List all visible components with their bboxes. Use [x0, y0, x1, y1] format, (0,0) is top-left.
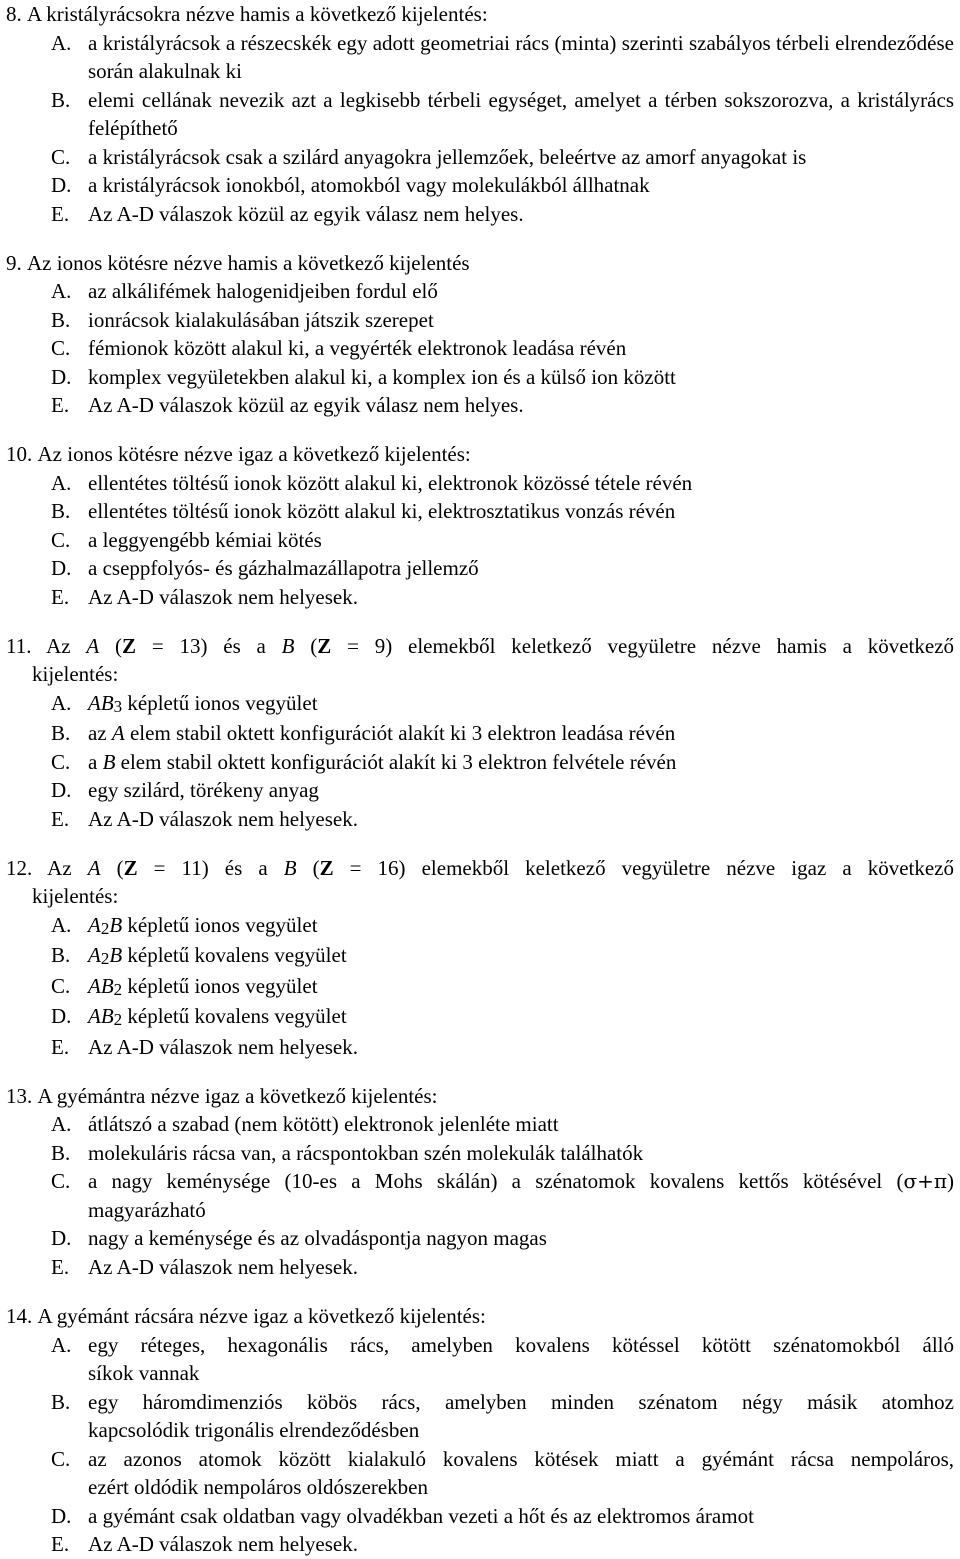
option-line-cont: síkok vannak — [88, 1361, 200, 1386]
formula-subscript: 2 — [113, 979, 123, 999]
option-letter: D. — [51, 173, 72, 197]
option-letter: E. — [51, 584, 70, 609]
option-letter: A. — [51, 279, 72, 304]
option-letter: B. — [51, 307, 71, 332]
option-letter: D. — [51, 1226, 72, 1251]
question-13 — [6, 1082, 954, 1282]
option-letter: E. — [51, 1532, 70, 1557]
option-letter: C. — [51, 144, 71, 169]
option-letter: B. — [51, 87, 71, 112]
option-text — [88, 1331, 954, 1388]
option-text: a leggyengébb kémiai kötés — [88, 527, 322, 552]
option-rest: elem stabil oktett konfigurációt alakít ki 3 elektron felvétele révén — [115, 749, 677, 774]
option-letter: D. — [51, 1503, 72, 1528]
formula-subscript: 3 — [113, 696, 123, 716]
option-line: egy réteges, hexagonális rács, amelyben kovalens kötéssel kötött szénatomokból álló — [88, 1332, 954, 1357]
question-number: 11. — [6, 633, 32, 658]
question-stem-continuation: kijelentés: — [32, 662, 119, 687]
option-text — [88, 719, 954, 748]
atomic-number-symbol: Z — [319, 855, 334, 880]
option-c — [6, 143, 954, 172]
formula: B — [109, 943, 123, 968]
option-rest: képletű kovalens vegyület — [122, 943, 347, 968]
option-d — [6, 363, 954, 392]
option-b — [6, 497, 954, 526]
option-e — [6, 583, 954, 612]
question-stem — [6, 249, 954, 278]
option-letter: C. — [51, 973, 71, 998]
option-line: a nagy keménysége (10-es a Mohs skálán) a szénatomok kovalens kettős kötésével ( — [88, 1169, 904, 1194]
option-a — [6, 1331, 954, 1388]
option-a — [6, 911, 954, 942]
option-letter: B. — [51, 721, 71, 746]
option-text: Az A-D válaszok közül az egyik válasz nem helyes. — [88, 201, 524, 226]
option-text: a kristályrácsok a részecskék egy adott geometriai rács (minta) szerinti szabályos térbeli elrendeződése során alakulnak ki — [88, 30, 954, 83]
option-d — [6, 1502, 954, 1531]
option-letter: A. — [51, 30, 72, 55]
atomic-number-symbol: Z — [122, 633, 137, 658]
question-text: A gyémántra nézve igaz a következő kijelentés: — [37, 1083, 438, 1108]
option-b — [6, 719, 954, 748]
option-text — [88, 1167, 954, 1224]
formula-subscript: 2 — [113, 1010, 123, 1030]
stem-text: ( — [294, 633, 318, 658]
option-line-tail: ) — [947, 1169, 954, 1194]
formula: A — [88, 912, 101, 937]
question-stem — [6, 0, 954, 29]
option-text: egy szilárd, törékeny anyag — [88, 778, 319, 803]
option-text — [88, 1002, 954, 1033]
option-c — [6, 748, 954, 777]
option-letter: A. — [51, 912, 72, 937]
question-number: 10. — [6, 442, 33, 467]
option-letter: A. — [51, 690, 72, 715]
option-text: a kristályrácsok ionokból, atomokból vagy molekulákból állhatnak — [88, 173, 650, 197]
option-letter: A. — [51, 470, 72, 495]
option-letter: C. — [51, 1169, 71, 1194]
stem-text: = 9) elemekből keletkező vegyületre nézve hamis a következő — [331, 633, 955, 658]
formula: AB — [88, 973, 114, 998]
option-letter: D. — [51, 1004, 72, 1029]
option-letter: B. — [51, 499, 71, 524]
option-text: ellentétes töltésű ionok között alakul ki, elektronok közössé tétele révén — [88, 470, 693, 495]
atomic-number-symbol: Z — [317, 633, 332, 658]
option-line: egy háromdimenziós köbös rács, amelyben minden szénatom négy másik atomhoz — [88, 1389, 954, 1414]
option-letter: C. — [51, 527, 71, 552]
option-e — [6, 1253, 954, 1282]
option-text: molekuláris rácsa van, a rácspontokban szén molekulák találhatók — [88, 1140, 644, 1165]
option-text — [88, 1388, 954, 1445]
option-a — [6, 277, 954, 306]
element-symbol: A — [86, 633, 100, 658]
option-text: Az A-D válaszok nem helyesek. — [88, 584, 358, 609]
option-letter: B. — [51, 1140, 71, 1165]
option-text: Az A-D válaszok nem helyesek. — [88, 806, 358, 831]
option-letter: A. — [51, 1332, 72, 1357]
option-letter: C. — [51, 1446, 71, 1471]
option-c — [6, 972, 954, 1003]
formula: A — [88, 943, 101, 968]
question-8 — [6, 0, 954, 228]
question-9 — [6, 249, 954, 420]
option-line-cont: kapcsolódik trigonális elrendeződésben — [88, 1418, 420, 1443]
question-10 — [6, 440, 954, 611]
option-letter: E. — [51, 201, 70, 226]
formula: B — [109, 912, 123, 937]
stem-text: ( — [100, 855, 124, 880]
stem-text: = 16) elemekből keletkező vegyületre nézve igaz a következő — [333, 855, 954, 880]
sigma-pi-symbol: σ+π — [903, 1169, 947, 1194]
option-c — [6, 1445, 954, 1502]
question-number: 13. — [6, 1083, 33, 1108]
option-text: Az A-D válaszok nem helyesek. — [88, 1254, 358, 1279]
option-text: Az A-D válaszok nem helyesek. — [88, 1034, 358, 1059]
question-stem — [6, 632, 954, 661]
option-rest: képletű ionos vegyület — [122, 912, 318, 937]
option-text — [88, 748, 954, 777]
question-text: Az ionos kötésre nézve hamis a következő kijelentés — [27, 250, 470, 275]
option-line-cont: ezért oldódik nempoláros oldószerekben — [88, 1475, 428, 1500]
question-number: 12. — [6, 855, 33, 880]
option-text: a cseppfolyós- és gázhalmazállapotra jellemző — [88, 556, 479, 581]
question-text: Az ionos kötésre nézve igaz a következő kijelentés: — [37, 442, 471, 467]
option-letter: B. — [51, 943, 71, 968]
option-text: átlátszó a szabad (nem kötött) elektronok jelenléte miatt — [88, 1112, 559, 1137]
option-c — [6, 334, 954, 363]
atomic-number-symbol: Z — [123, 855, 138, 880]
element-symbol: B — [102, 749, 116, 774]
option-d — [6, 554, 954, 583]
option-b — [6, 306, 954, 335]
option-letter: D. — [51, 556, 72, 581]
option-text — [88, 911, 954, 942]
option-b — [6, 1139, 954, 1168]
option-text: komplex vegyületekben alakul ki, a komplex ion és a külső ion között — [88, 364, 676, 389]
option-c — [6, 1167, 954, 1224]
option-e — [6, 391, 954, 420]
stem-text: Az — [47, 855, 88, 880]
option-line-cont: magyarázható — [88, 1197, 206, 1222]
option-text: Az A-D válaszok közül az egyik válasz nem helyes. — [88, 393, 524, 418]
element-symbol: A — [111, 721, 125, 746]
option-text: a kristályrácsok csak a szilárd anyagokra jellemzőek, beleértve az amorf anyagokat is — [88, 144, 807, 169]
stem-text: ( — [296, 855, 320, 880]
question-stem — [6, 440, 954, 469]
option-letter: E. — [51, 1254, 70, 1279]
option-line: az azonos atomok között kialakuló kovalens kötések miatt a gyémánt rácsa nempoláros, — [88, 1446, 954, 1471]
question-text: A kristályrácsokra nézve hamis a következő kijelentés: — [27, 2, 488, 26]
option-letter: A. — [51, 1112, 72, 1137]
option-d — [6, 1002, 954, 1033]
option-text: a gyémánt csak oldatban vagy olvadékban vezeti a hőt és az elektromos áramot — [88, 1503, 754, 1528]
formula-subscript: 2 — [100, 949, 110, 969]
option-rest: elem stabil oktett konfigurációt alakít ki 3 elektron leadása révén — [124, 721, 676, 746]
option-text: nagy a keménysége és az olvadáspontja nagyon magas — [88, 1226, 547, 1251]
option-text: fémionok között alakul ki, a vegyérték elektronok leadása révén — [88, 336, 627, 361]
stem-text: = 11) és a — [137, 855, 284, 880]
option-prefix: az — [88, 721, 112, 746]
stem-text: Az — [46, 633, 87, 658]
option-rest: képletű ionos vegyület — [122, 973, 318, 998]
element-symbol: B — [281, 633, 295, 658]
option-a — [6, 469, 954, 498]
element-symbol: B — [283, 855, 297, 880]
option-text: elemi cellának nevezik azt a legkisebb térbeli egységet, amelyet a térben sokszorozva, a kristályrács felépíthető — [88, 87, 954, 140]
option-rest: képletű ionos vegyület — [122, 690, 318, 715]
option-text: ionrácsok kialakulásában játszik szerepet — [88, 307, 434, 332]
option-a — [6, 29, 954, 86]
option-text — [88, 689, 954, 720]
option-d — [6, 776, 954, 805]
option-rest: képletű kovalens vegyület — [122, 1004, 347, 1029]
option-letter: E. — [51, 1034, 70, 1059]
option-text: az alkálifémek halogenidjeiben fordul elő — [88, 279, 438, 304]
option-letter: B. — [51, 1389, 71, 1414]
option-letter: D. — [51, 778, 72, 803]
question-stem — [6, 1082, 954, 1111]
question-number: 9. — [6, 250, 22, 275]
option-e — [6, 1033, 954, 1062]
option-text: ellentétes töltésű ionok között alakul ki, elektrosztatikus vonzás révén — [88, 499, 676, 524]
option-letter: C. — [51, 336, 71, 361]
option-prefix: a — [88, 749, 103, 774]
option-a — [6, 689, 954, 720]
option-d — [6, 1224, 954, 1253]
option-d — [6, 171, 954, 200]
formula: AB — [88, 1004, 114, 1029]
option-letter: D. — [51, 364, 72, 389]
question-14 — [6, 1302, 954, 1559]
question-12 — [6, 854, 954, 1062]
question-stem — [6, 854, 954, 883]
question-number: 14. — [6, 1304, 33, 1329]
question-stem-continuation: kijelentés: — [32, 884, 119, 909]
option-letter: E. — [51, 393, 70, 418]
stem-text: ( — [99, 633, 123, 658]
option-e — [6, 805, 954, 834]
question-number: 8. — [6, 2, 22, 26]
option-text — [88, 1445, 954, 1502]
option-e — [6, 200, 954, 229]
option-text — [88, 941, 954, 972]
element-symbol: A — [87, 855, 101, 880]
option-b — [6, 1388, 954, 1445]
option-letter: C. — [51, 749, 71, 774]
option-c — [6, 526, 954, 555]
option-text: Az A-D válaszok nem helyesek. — [88, 1532, 358, 1557]
question-stem — [6, 1302, 954, 1331]
option-text — [88, 972, 954, 1003]
formula: AB — [88, 690, 114, 715]
stem-text: = 13) és a — [136, 633, 282, 658]
option-letter: E. — [51, 806, 70, 831]
option-b — [6, 941, 954, 972]
formula-subscript: 2 — [100, 918, 110, 938]
question-text: A gyémánt rácsára nézve igaz a következő kijelentés: — [37, 1304, 486, 1329]
option-e — [6, 1530, 954, 1559]
question-11 — [6, 632, 954, 834]
option-b — [6, 86, 954, 143]
option-a — [6, 1110, 954, 1139]
